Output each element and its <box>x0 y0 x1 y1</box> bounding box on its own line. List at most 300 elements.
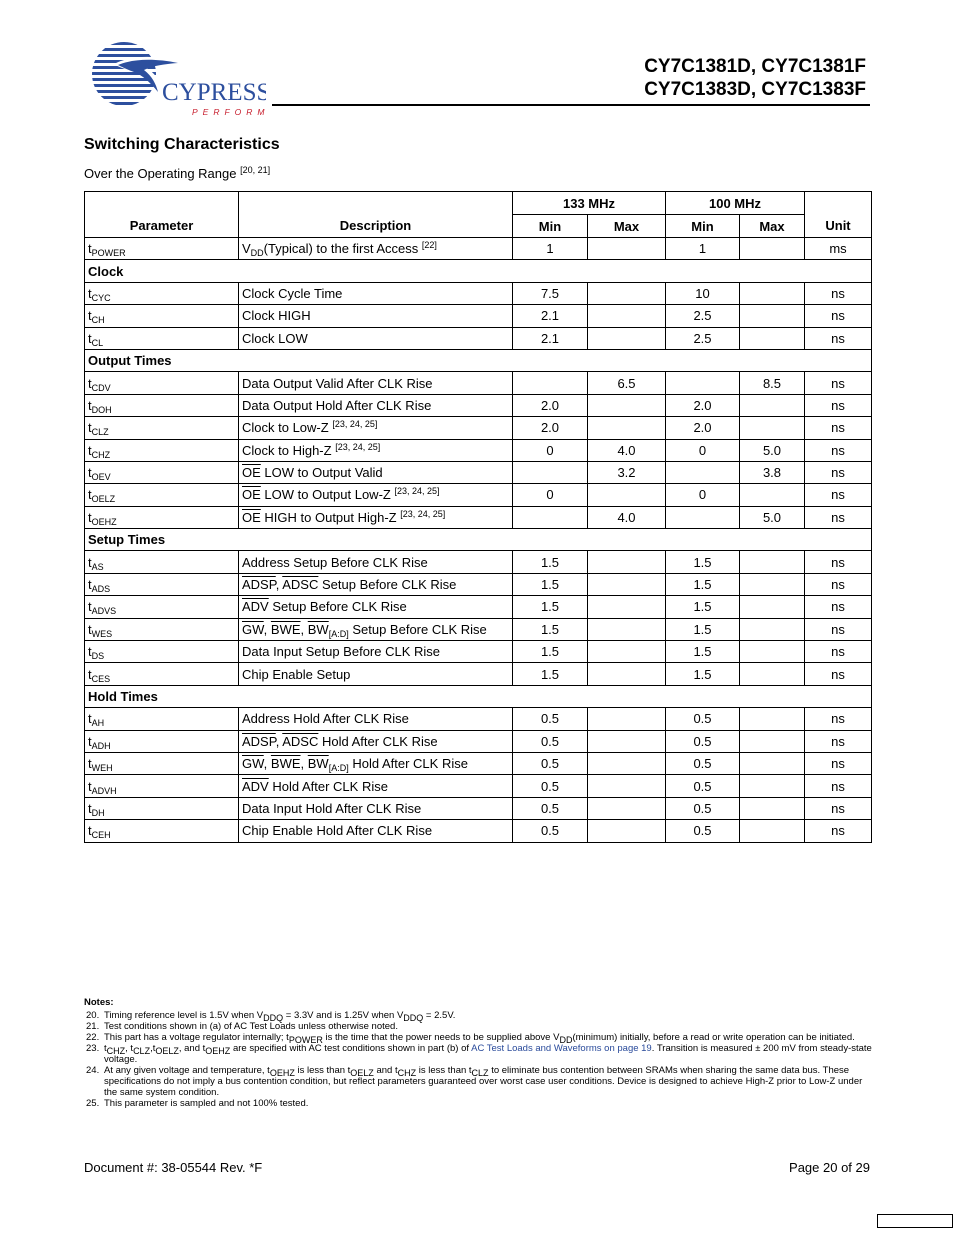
value-cell-unit: ns <box>805 596 872 618</box>
parameter-subscript: DOH <box>91 404 112 415</box>
value-cell-unit: ns <box>805 641 872 663</box>
description-cell <box>239 372 513 394</box>
parameter-subscript: AH <box>91 718 105 729</box>
description-text: Data Output Hold After CLK Rise <box>242 397 432 413</box>
table-row <box>85 641 872 663</box>
overline-signal: $\overline{ADV}$ <box>242 778 269 794</box>
value-cell-unit: ns <box>805 752 872 774</box>
value-cell-min2: 1.5 <box>666 596 740 618</box>
table-row <box>85 417 872 439</box>
note-text: and t <box>373 1065 398 1076</box>
note-subscript: CHZ <box>106 1046 126 1056</box>
note-text: (minimum) initially, before a read or write operation can be initiated. <box>572 1032 855 1043</box>
parameter-symbol: t <box>88 442 92 458</box>
description-ref: [22] <box>421 240 437 251</box>
description-text: Hold After CLK Rise <box>318 733 438 749</box>
parameter-subscript: ADVS <box>91 606 117 617</box>
value-cell-max1 <box>588 596 666 618</box>
value-cell-min2: 0.5 <box>666 730 740 752</box>
parameter-cell <box>85 641 239 663</box>
description-subscript: [A:D] <box>328 628 349 639</box>
parameter-cell <box>85 282 239 304</box>
note-subscript: CHZ <box>397 1068 417 1078</box>
value-cell-unit: ns <box>805 372 872 394</box>
value-cell-max1 <box>588 618 666 640</box>
note-text: Test conditions shown in (a) of AC Test Loads unless otherwise noted. <box>104 1021 398 1032</box>
description-cell <box>239 730 513 752</box>
table-row <box>85 394 872 416</box>
table-body <box>85 238 872 843</box>
overline-signal: $\overline{BW}$ <box>307 621 329 637</box>
note-text: ,t <box>150 1043 156 1054</box>
description-cell <box>239 394 513 416</box>
note-text: At any given voltage and temperature, t <box>104 1065 270 1076</box>
value-cell-min2: 1.5 <box>666 641 740 663</box>
value-cell-max2 <box>740 327 805 349</box>
description-text: , <box>300 756 308 772</box>
notes-heading: Notes: <box>84 997 114 1008</box>
description-text: , <box>275 577 283 593</box>
parameter-symbol: t <box>88 397 92 413</box>
value-cell-max2 <box>740 573 805 595</box>
note-subscript: OEHZ <box>205 1046 231 1056</box>
parameter-symbol: t <box>88 823 92 839</box>
note-text: This parameter is sampled and not 100% tested. <box>104 1098 309 1109</box>
table-row <box>85 797 872 819</box>
table-row <box>85 439 872 461</box>
value-cell-min2: 1.5 <box>666 551 740 573</box>
value-cell-max2 <box>740 282 805 304</box>
table-row <box>85 305 872 327</box>
parameter-symbol: t <box>88 465 92 481</box>
parameter-subscript: DH <box>91 807 105 818</box>
value-cell-min1: 1.5 <box>513 641 588 663</box>
section-title: Switching Characteristics <box>84 136 280 153</box>
description-text: Data Input Hold After CLK Rise <box>242 800 422 816</box>
description-text: Chip Enable Setup <box>242 666 351 682</box>
note-text: . Transition is measured ± 200 mV from steady-state voltage. <box>104 1043 872 1065</box>
parameter-symbol: t <box>88 621 92 637</box>
subtitle-text: Over the Operating Range <box>84 166 237 181</box>
table-row <box>85 282 872 304</box>
table-row <box>85 372 872 394</box>
notes-list <box>84 1010 874 1109</box>
overline-signal: $\overline{OE}$ <box>242 465 261 481</box>
value-cell-min1: 1 <box>513 238 588 260</box>
value-cell-max2 <box>740 730 805 752</box>
description-cell <box>239 663 513 685</box>
description-text: LOW to Output Valid <box>260 465 383 481</box>
value-cell-min2: 1.5 <box>666 573 740 595</box>
description-text: LOW to Output Low-Z <box>260 487 395 503</box>
description-text: Setup Before CLK Rise <box>348 621 487 637</box>
description-text: , <box>263 756 271 772</box>
parameter-cell <box>85 551 239 573</box>
value-cell-max2 <box>740 618 805 640</box>
value-cell-max2 <box>740 775 805 797</box>
value-cell-unit: ms <box>805 238 872 260</box>
value-cell-min1: 1.5 <box>513 551 588 573</box>
parameter-cell <box>85 596 239 618</box>
parameter-symbol: t <box>88 778 92 794</box>
table-row <box>85 618 872 640</box>
value-cell-min2: 0 <box>666 439 740 461</box>
parameter-symbol: t <box>88 711 92 727</box>
overline-signal: $\overline{BWE}$ <box>270 756 301 772</box>
value-cell-max1 <box>588 551 666 573</box>
header-133mhz: 133 MHz <box>513 192 666 215</box>
description-text: Hold After CLK Rise <box>268 778 388 794</box>
parameter-cell <box>85 797 239 819</box>
description-text: Clock HIGH <box>242 308 311 324</box>
value-cell-unit: ns <box>805 417 872 439</box>
description-subscript: DD <box>250 248 264 259</box>
header-max-133: Max <box>588 215 666 238</box>
value-cell-min1 <box>513 372 588 394</box>
value-cell-unit: ns <box>805 394 872 416</box>
note-number: 20. <box>86 1010 100 1021</box>
value-cell-min2 <box>666 506 740 528</box>
table-row <box>85 573 872 595</box>
parameter-subscript: WES <box>91 628 113 639</box>
parameter-cell <box>85 394 239 416</box>
parameter-subscript: CLZ <box>91 427 109 438</box>
value-cell-min1: 0 <box>513 484 588 506</box>
parameter-cell <box>85 618 239 640</box>
table-row <box>85 506 872 528</box>
description-text: Address Hold After CLK Rise <box>242 711 409 727</box>
value-cell-min1: 0.5 <box>513 752 588 774</box>
note-text: is the time that the power needs to be supplied above V <box>322 1032 560 1043</box>
overline-signal: ADSC <box>282 577 319 593</box>
table-row <box>85 596 872 618</box>
value-cell-min2: 2.0 <box>666 394 740 416</box>
description-cell <box>239 484 513 506</box>
value-cell-max1 <box>588 417 666 439</box>
value-cell-max2 <box>740 305 805 327</box>
value-cell-max1 <box>588 573 666 595</box>
value-cell-min1: 2.1 <box>513 327 588 349</box>
value-cell-max1 <box>588 797 666 819</box>
value-cell-max2: 3.8 <box>740 461 805 483</box>
parameter-subscript: WEH <box>91 763 113 774</box>
note-text: are specified with AC test conditions shown in part (b) of <box>230 1043 472 1054</box>
note-subscript: CLZ <box>133 1046 151 1056</box>
description-ref: [23, 24, 25] <box>394 486 440 497</box>
parameter-subscript: CEH <box>91 830 111 841</box>
value-cell-min1: 0.5 <box>513 797 588 819</box>
table-row <box>85 708 872 730</box>
value-cell-min2: 10 <box>666 282 740 304</box>
table-row <box>85 238 872 260</box>
value-cell-min2: 0.5 <box>666 708 740 730</box>
value-cell-unit: ns <box>805 484 872 506</box>
note-item <box>84 1021 874 1032</box>
section-subtitle <box>84 166 270 181</box>
note-text: This part has a voltage regulator internally; t <box>104 1032 289 1043</box>
cypress-logo <box>84 40 266 120</box>
parameter-cell <box>85 663 239 685</box>
note-text: = 3.3V and is 1.25V when V <box>283 1010 404 1021</box>
description-text: , <box>275 733 283 749</box>
table-row <box>85 327 872 349</box>
parameter-cell <box>85 752 239 774</box>
category-label: Setup Times <box>85 529 872 551</box>
value-cell-max2 <box>740 484 805 506</box>
value-cell-unit: ns <box>805 282 872 304</box>
overline-signal: $\overline{BW}$ <box>307 756 329 772</box>
parameter-cell <box>85 417 239 439</box>
description-cell <box>239 238 513 260</box>
table-row <box>85 775 872 797</box>
description-ref: [23, 24, 25] <box>400 508 446 519</box>
note-subscript: DDQ <box>263 1013 284 1023</box>
overline-signal: $\overline{GW}$ <box>242 621 264 637</box>
description-cell <box>239 551 513 573</box>
description-cell <box>239 439 513 461</box>
value-cell-min2: 2.0 <box>666 417 740 439</box>
parameter-subscript: AS <box>91 561 104 572</box>
header-min-100: Min <box>666 215 740 238</box>
overline-signal: $\overline{OE}$ <box>242 509 261 525</box>
header-description: Description <box>239 192 513 238</box>
value-cell-max1 <box>588 752 666 774</box>
value-cell-max1 <box>588 641 666 663</box>
value-cell-max1: 4.0 <box>588 439 666 461</box>
description-cell <box>239 820 513 842</box>
page-number: Page 20 of 29 <box>789 1160 870 1175</box>
note-number: 21. <box>86 1021 100 1032</box>
parameter-cell <box>85 573 239 595</box>
notes-section <box>84 997 874 1109</box>
description-cell <box>239 618 513 640</box>
parameter-cell <box>85 730 239 752</box>
value-cell-min1: 0.5 <box>513 775 588 797</box>
parameter-subscript: CHZ <box>91 449 111 460</box>
value-cell-min2: 0.5 <box>666 752 740 774</box>
note-text: = 2.5V. <box>423 1010 456 1021</box>
value-cell-max2 <box>740 417 805 439</box>
parameter-cell <box>85 439 239 461</box>
parameter-symbol: t <box>88 375 92 391</box>
parameter-symbol: t <box>88 487 92 503</box>
note-subscript: DDQ <box>403 1013 424 1023</box>
parameter-symbol: t <box>88 577 92 593</box>
value-cell-max2 <box>740 641 805 663</box>
description-text: Clock Cycle Time <box>242 285 343 301</box>
category-label: Hold Times <box>85 685 872 707</box>
note-subscript: POWER <box>288 1035 323 1045</box>
value-cell-unit: ns <box>805 775 872 797</box>
value-cell-max2 <box>740 797 805 819</box>
parameter-symbol: t <box>88 241 92 257</box>
value-cell-min1 <box>513 506 588 528</box>
value-cell-unit: ns <box>805 618 872 640</box>
value-cell-unit: ns <box>805 797 872 819</box>
parameter-symbol: t <box>88 756 92 772</box>
parameter-subscript: CYC <box>91 292 111 303</box>
value-cell-unit: ns <box>805 573 872 595</box>
note-item <box>84 1010 874 1021</box>
parameter-symbol: t <box>88 308 92 324</box>
note-subscript: OEHZ <box>269 1068 295 1078</box>
note-number: 25. <box>86 1098 100 1109</box>
value-cell-max1 <box>588 484 666 506</box>
value-cell-min1: 7.5 <box>513 282 588 304</box>
parameter-subscript: CES <box>91 673 111 684</box>
note-number: 23. <box>86 1043 100 1054</box>
overline-signal: ADSP <box>242 733 276 749</box>
feedback-box[interactable] <box>877 1214 953 1228</box>
description-text: Chip Enable Hold After CLK Rise <box>242 823 433 839</box>
description-cell <box>239 461 513 483</box>
description-text: Clock to Low-Z <box>242 420 333 436</box>
description-cell <box>239 305 513 327</box>
value-cell-min1: 1.5 <box>513 618 588 640</box>
value-cell-min1: 1.5 <box>513 596 588 618</box>
parameter-symbol: t <box>88 420 92 436</box>
value-cell-max1 <box>588 775 666 797</box>
value-cell-unit: ns <box>805 506 872 528</box>
value-cell-max1 <box>588 820 666 842</box>
value-cell-max2: 8.5 <box>740 372 805 394</box>
description-text: Setup Before CLK Rise <box>268 599 407 615</box>
note-number: 24. <box>86 1065 100 1076</box>
part-number-line-2: CY7C1383D, CY7C1383F <box>644 79 866 100</box>
parameter-subscript: ADH <box>91 740 111 751</box>
value-cell-max2 <box>740 820 805 842</box>
note-text: t <box>104 1043 107 1054</box>
description-cell <box>239 708 513 730</box>
logo-text: CYPRESS <box>162 79 266 106</box>
description-text: Data Output Valid After CLK Rise <box>242 375 433 391</box>
value-cell-max1 <box>588 282 666 304</box>
value-cell-max2 <box>740 708 805 730</box>
value-cell-min1: 2.0 <box>513 417 588 439</box>
parameter-subscript: POWER <box>91 248 126 259</box>
description-text: Setup Before CLK Rise <box>318 577 457 593</box>
parameter-symbol: t <box>88 554 92 570</box>
value-cell-max1: 6.5 <box>588 372 666 394</box>
parameter-cell <box>85 238 239 260</box>
description-text: , <box>300 621 308 637</box>
parameter-cell <box>85 775 239 797</box>
note-link[interactable]: AC Test Loads and Waveforms on page 19 <box>471 1043 652 1054</box>
header-100mhz: 100 MHz <box>666 192 805 215</box>
value-cell-unit: ns <box>805 708 872 730</box>
note-text: , t <box>125 1043 134 1054</box>
overline-signal: $\overline{BWE}$ <box>270 621 301 637</box>
value-cell-min1: 2.0 <box>513 394 588 416</box>
header-unit: Unit <box>805 192 872 238</box>
parameter-cell <box>85 820 239 842</box>
value-cell-min2: 0.5 <box>666 820 740 842</box>
value-cell-unit: ns <box>805 327 872 349</box>
note-text: Timing reference level is 1.5V when V <box>104 1010 264 1021</box>
note-subscript: CLZ <box>471 1068 489 1078</box>
table-row <box>85 730 872 752</box>
value-cell-max2: 5.0 <box>740 506 805 528</box>
description-subscript: [A:D] <box>328 763 349 774</box>
table-row <box>85 752 872 774</box>
overline-signal: $\overline{ADV}$ <box>242 599 269 615</box>
description-cell <box>239 282 513 304</box>
document-number: Document #: 38-05544 Rev. *F <box>84 1160 263 1175</box>
value-cell-max2 <box>740 752 805 774</box>
note-item <box>84 1098 874 1109</box>
overline-signal: $\overline{OE}$ <box>242 487 261 503</box>
description-text: , <box>263 621 271 637</box>
parameter-cell <box>85 327 239 349</box>
value-cell-min2: 1.5 <box>666 618 740 640</box>
parameter-subscript: OEHZ <box>91 516 117 527</box>
category-row <box>85 260 872 282</box>
parameter-symbol: t <box>88 509 92 525</box>
value-cell-max1 <box>588 730 666 752</box>
parameter-cell <box>85 461 239 483</box>
value-cell-max1: 3.2 <box>588 461 666 483</box>
parameter-subscript: CL <box>91 337 104 348</box>
table-row <box>85 820 872 842</box>
note-text: to eliminate bus contention between SRAMs when sharing the same data bus. These specifications do not imply a bus contention condition, but reflect parameters guaranteed over worst case user conditions. Device is designed to achieve High-Z prior to Low-Z under the same system condition. <box>104 1065 863 1098</box>
note-text: is less than t <box>294 1065 351 1076</box>
table-header-row-1 <box>85 192 872 215</box>
value-cell-unit: ns <box>805 551 872 573</box>
value-cell-max1 <box>588 663 666 685</box>
parameter-subscript: CDV <box>91 382 111 393</box>
description-cell <box>239 596 513 618</box>
value-cell-min2: 2.5 <box>666 305 740 327</box>
description-text: Hold After CLK Rise <box>348 756 468 772</box>
parameter-cell <box>85 305 239 327</box>
value-cell-unit: ns <box>805 461 872 483</box>
value-cell-unit: ns <box>805 663 872 685</box>
parameter-subscript: OELZ <box>91 494 116 505</box>
parameter-cell <box>85 484 239 506</box>
note-item <box>84 1032 874 1043</box>
table-row <box>85 663 872 685</box>
parameter-symbol: t <box>88 644 92 660</box>
value-cell-min1 <box>513 461 588 483</box>
overline-signal: ADSP <box>242 577 276 593</box>
description-text: HIGH to Output High-Z <box>260 509 401 525</box>
table-row <box>85 461 872 483</box>
note-subscript: DD <box>559 1035 573 1045</box>
value-cell-unit: ns <box>805 730 872 752</box>
description-cell <box>239 506 513 528</box>
value-cell-max1 <box>588 708 666 730</box>
table-row <box>85 484 872 506</box>
category-row <box>85 529 872 551</box>
note-number: 22. <box>86 1032 100 1043</box>
value-cell-min2: 0.5 <box>666 775 740 797</box>
note-subscript: OELZ <box>155 1046 179 1056</box>
description-ref: [23, 24, 25] <box>335 441 381 452</box>
value-cell-unit: ns <box>805 820 872 842</box>
parameter-symbol: t <box>88 599 92 615</box>
logo-tagline: PERFORM <box>192 107 266 117</box>
note-text: is less than t <box>416 1065 472 1076</box>
subtitle-ref: [20, 21] <box>240 165 271 175</box>
parameter-symbol: t <box>88 800 92 816</box>
value-cell-min2: 0.5 <box>666 797 740 819</box>
value-cell-min1: 1.5 <box>513 573 588 595</box>
parameter-symbol: t <box>88 733 92 749</box>
value-cell-max1 <box>588 238 666 260</box>
parameter-cell <box>85 506 239 528</box>
header-min-133: Min <box>513 215 588 238</box>
parameter-subscript: OEV <box>91 472 111 483</box>
